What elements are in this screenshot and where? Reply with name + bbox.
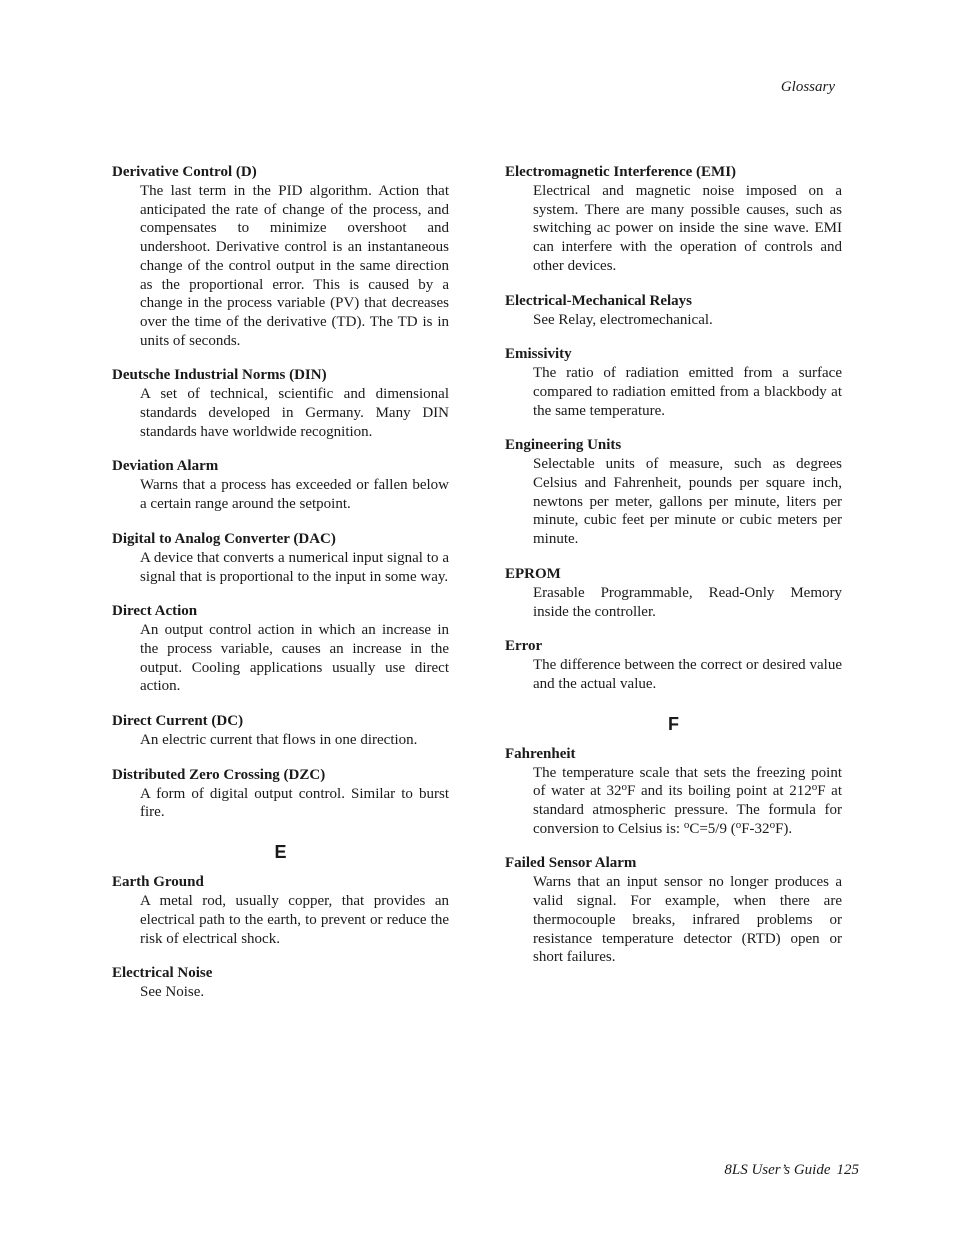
definition-text: F and its boiling point at 212 <box>627 783 812 800</box>
glossary-definition: See Noise. <box>140 984 205 1001</box>
running-header: Glossary <box>780 79 835 95</box>
glossary-entry <box>112 602 449 696</box>
glossary-entry <box>505 345 842 420</box>
glossary-entry <box>505 745 842 839</box>
glossary-entry <box>112 457 449 513</box>
glossary-definition: Warns that a process has exceeded or fallen below a certain range around the setpoint. <box>140 477 449 513</box>
glossary-entry <box>112 530 449 586</box>
glossary-entry <box>112 873 449 948</box>
degree-symbol: o <box>811 781 818 794</box>
glossary-entry <box>112 766 449 822</box>
glossary-definition: An electric current that flows in one direction. <box>140 732 418 749</box>
footer-title: 8LS User’s Guide <box>724 1162 831 1178</box>
glossary-definition: The difference between the correct or desired value and the actual value. <box>533 657 842 692</box>
glossary-entry <box>505 436 842 549</box>
glossary-entry <box>112 712 449 750</box>
glossary-entry <box>505 163 842 276</box>
glossary-definition: Selectable units of measure, such as degrees Celsius and Fahrenheit, pounds per square inch, newtons per meter, gallons per minute, liters per minute, cubic feet per minute or cubic meters per minute. <box>533 456 842 548</box>
glossary-term: EPROM <box>505 565 561 582</box>
glossary-definition: Warns that an input sensor no longer produces a valid signal. For example, when there are thermocouple breaks, infrared problems or resistance temperature detector (RTD) open or short failures. <box>533 874 842 966</box>
degree-symbol: o <box>735 818 742 831</box>
glossary-term: Distributed Zero Crossing (DZC) <box>112 766 326 783</box>
glossary-term: Direct Action <box>112 603 198 620</box>
glossary-term: Derivative Control (D) <box>112 164 257 180</box>
definition-text: The temperature scale that sets the freezing point of water at 32 <box>533 764 842 800</box>
page-number: 125 <box>836 1162 859 1178</box>
glossary-entry <box>112 163 449 350</box>
glossary-definition: An output control action in which an increase in the process variable, causes an increase in the output. Cooling applications usually use direct action. <box>140 622 449 695</box>
glossary-entry <box>112 964 449 1002</box>
glossary-definition: The ratio of radiation emitted from a surface compared to radiation emitted from a blackbody at the same temperature. <box>533 365 842 419</box>
glossary-definition: See Relay, electromechanical. <box>533 311 713 328</box>
glossary-entry <box>112 366 449 441</box>
degree-symbol: o <box>769 818 776 831</box>
glossary-definition: The last term in the PID algorithm. Action that anticipated the rate of change of the process, and compensates to minimize overshoot and undershoot. Derivative control is an instantaneous change of the control output in the same direction as the proportional error. This is caused by a change in the process variable (PV) that decreases over the time of the derivative (TD). The TD is in units of seconds. <box>140 183 449 349</box>
glossary-term: Electrical Noise <box>112 965 213 982</box>
glossary-definition: A device that converts a numerical input signal to a signal that is proportional to the input in some way. <box>140 549 449 585</box>
glossary-left-column <box>112 163 449 1018</box>
glossary-term: Electrical-Mechanical Relays <box>505 292 693 309</box>
definition-text: C=5/9 ( <box>689 820 736 837</box>
definition-text: F). <box>775 820 793 837</box>
glossary-term: Failed Sensor Alarm <box>505 855 637 872</box>
glossary-term: Electromagnetic Interference (EMI) <box>505 164 737 180</box>
glossary-term: Error <box>505 638 543 655</box>
glossary-definition: A set of technical, scientific and dimensional standards developed in Germany. Many DIN standards have worldwide recognition. <box>140 386 449 440</box>
glossary-term: Earth Ground <box>112 874 204 891</box>
section-letter-f: F <box>668 713 679 734</box>
glossary-entry <box>505 637 842 693</box>
glossary-entry <box>505 854 842 967</box>
definition-text: F-32 <box>741 820 770 837</box>
glossary-definition: Erasable Programmable, Read-Only Memory inside the controller. <box>533 584 842 620</box>
glossary-term: Deutsche Industrial Norms (DIN) <box>112 367 327 384</box>
glossary-entry <box>505 292 842 330</box>
glossary-definition <box>533 764 842 839</box>
glossary-definition: A form of digital output control. Similar to burst fire. <box>140 785 449 821</box>
page-footer <box>724 1162 859 1179</box>
glossary-definition: Electrical and magnetic noise imposed on a system. There are many possible causes, such as switching ac power on inside the sine wave. EMI can interfere with the operation of controls and other devices. <box>533 183 842 274</box>
glossary-term: Direct Current (DC) <box>112 713 244 730</box>
glossary-right-column <box>505 163 842 983</box>
definition-text: F at standard atmospheric pressure. The formula for conversion to Celsius is: <box>533 783 843 837</box>
glossary-term: Deviation Alarm <box>112 458 219 475</box>
glossary-term: Digital to Analog Converter (DAC) <box>112 530 336 547</box>
glossary-term: Emissivity <box>505 346 572 363</box>
degree-symbol: o <box>683 818 690 831</box>
glossary-term: Engineering Units <box>505 437 622 454</box>
section-letter-e: E <box>274 842 287 863</box>
glossary-term: Fahrenheit <box>505 745 576 762</box>
glossary-definition: A metal rod, usually copper, that provides an electrical path to the earth, to prevent or reduce the risk of electrical shock. <box>140 893 449 947</box>
glossary-entry <box>505 565 842 621</box>
degree-symbol: o <box>621 781 628 794</box>
